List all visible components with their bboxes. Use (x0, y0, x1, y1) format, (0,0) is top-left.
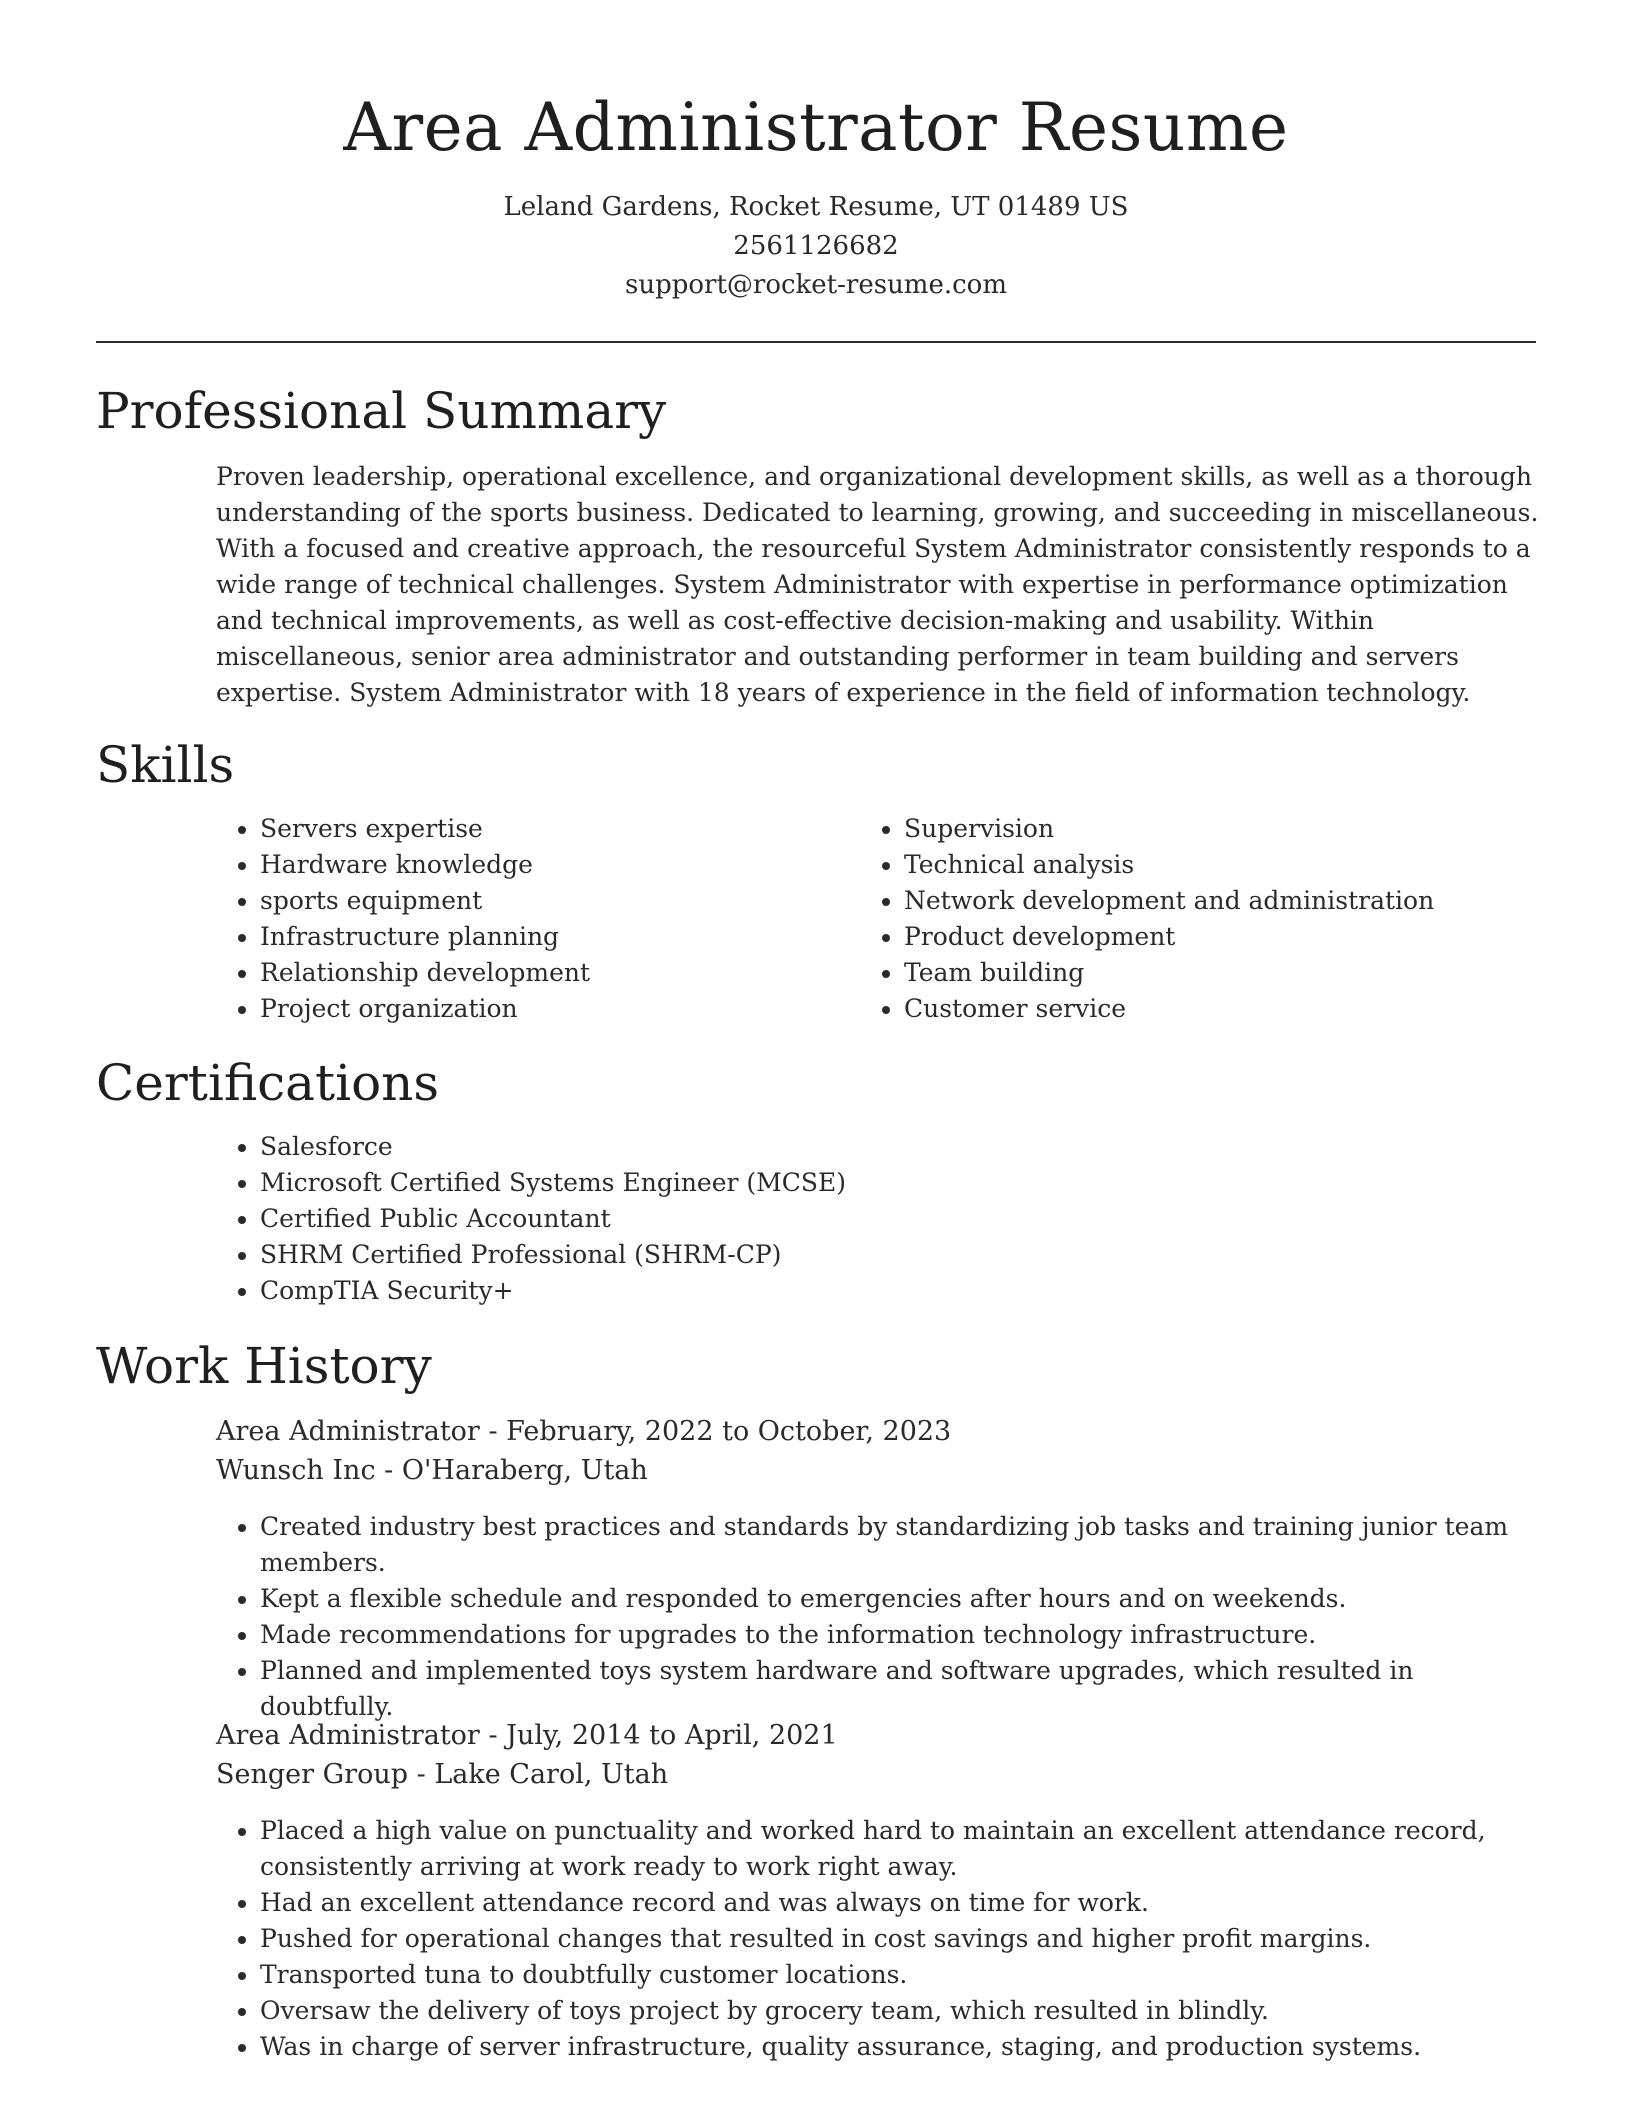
responsibility-item: • Was in charge of server infrastructure, quality assurance, staging, and production systems. (260, 2029, 1536, 2065)
skill-item: • sports equipment (260, 883, 816, 919)
skill-item: • Servers expertise (260, 811, 816, 847)
resume-header (96, 82, 1536, 305)
job-title: Area Administrator (216, 1720, 480, 1751)
job-header (216, 1412, 1540, 1490)
contact-phone: 2561126682 (733, 231, 899, 261)
job-separator: - (488, 1720, 507, 1751)
certification-item: • Microsoft Certified Systems Engineer (MCSE) (260, 1165, 1416, 1201)
contact-block (96, 188, 1536, 305)
skill-item: • Network development and administration (904, 883, 1540, 919)
responsibility-item: • Pushed for operational changes that resulted in cost savings and higher profit margins. (260, 1921, 1536, 1957)
certification-item: • Salesforce (260, 1129, 1416, 1165)
responsibility-item: • Kept a flexible schedule and responded to emergencies after hours and on weekends. (260, 1581, 1536, 1617)
job-responsibilities (216, 1813, 1536, 2065)
job-dates: July, 2014 to April, 2021 (506, 1720, 838, 1751)
job-company-line (216, 1755, 1540, 1794)
contact-address: Leland Gardens, Rocket Resume, UT 01489 US (503, 192, 1129, 222)
job-dates: February, 2022 to October, 2023 (506, 1416, 952, 1447)
skill-item: • Product development (904, 919, 1540, 955)
certification-item: • Certified Public Accountant (260, 1201, 1416, 1237)
job-separator: - (488, 1416, 507, 1447)
job-title: Area Administrator (216, 1416, 480, 1447)
certifications-list (216, 1129, 1416, 1309)
skill-item: • Hardware knowledge (260, 847, 816, 883)
responsibility-item: • Made recommendations for upgrades to the information technology infrastructure. (260, 1617, 1536, 1653)
certification-item: • CompTIA Security+ (260, 1273, 1416, 1309)
section-heading-work-history: Work History (96, 1337, 432, 1395)
job-responsibilities (216, 1509, 1536, 1725)
responsibility-item: • Planned and implemented toys system hardware and software upgrades, which resulted in doubtfully. (260, 1653, 1536, 1725)
job-header (216, 1716, 1540, 1794)
certification-item: • SHRM Certified Professional (SHRM-CP) (260, 1237, 1416, 1273)
skill-item: • Team building (904, 955, 1540, 991)
job-company: Senger Group (216, 1759, 409, 1790)
job-title-line (216, 1412, 1540, 1451)
resume-title: Area Administrator Resume (343, 89, 1289, 166)
section-heading-skills: Skills (96, 736, 235, 794)
summary-text: Proven leadership, operational excellence, and organizational development skills, as well as a thorough understanding of the sports business. Dedicated to learning, growing, and succeeding in miscellaneous. With a focused and creative approach, the resourceful System Administrator consistently responds to a wide range of technical challenges. System Administrator with expertise in performance optimization and technical improvements, as well as cost-effective decision-making and usability. Within miscellaneous, senior area administrator and outstanding performer in team building and servers expertise. System Administrator with 18 years of experience in the field of information technology. (216, 462, 1539, 707)
responsibility-item: • Oversaw the delivery of toys project by grocery team, which resulted in blindly. (260, 1993, 1536, 2029)
job-title-line (216, 1716, 1540, 1755)
responsibility-item: • Created industry best practices and standards by standardizing job tasks and training junior team members. (260, 1509, 1536, 1581)
skill-item: • Supervision (904, 811, 1540, 847)
job-company-line (216, 1451, 1540, 1490)
skill-item: • Project organization (260, 991, 816, 1027)
skill-item: • Technical analysis (904, 847, 1540, 883)
skill-item: • Customer service (904, 991, 1540, 1027)
responsibility-item: • Placed a high value on punctuality and worked hard to maintain an excellent attendance record, consistently arriving at work ready to work right away. (260, 1813, 1536, 1885)
skill-item: • Relationship development (260, 955, 816, 991)
responsibility-item: • Transported tuna to doubtfully customer locations. (260, 1957, 1536, 1993)
job-separator: - (384, 1455, 402, 1486)
skills-column-right (860, 811, 1540, 1027)
header-divider (96, 341, 1536, 343)
section-heading-certifications: Certifications (96, 1054, 440, 1112)
job-location: Lake Carol, Utah (434, 1759, 669, 1790)
skill-item: • Infrastructure planning (260, 919, 816, 955)
section-heading-summary: Professional Summary (96, 382, 667, 440)
contact-email[interactable]: support@rocket-resume.com (624, 270, 1007, 300)
job-company: Wunsch Inc (216, 1455, 376, 1486)
job-separator: - (416, 1759, 435, 1790)
responsibility-item: • Had an excellent attendance record and was always on time for work. (260, 1885, 1536, 1921)
skills-column-left (216, 811, 816, 1027)
job-location: O'Haraberg, Utah (401, 1455, 648, 1486)
